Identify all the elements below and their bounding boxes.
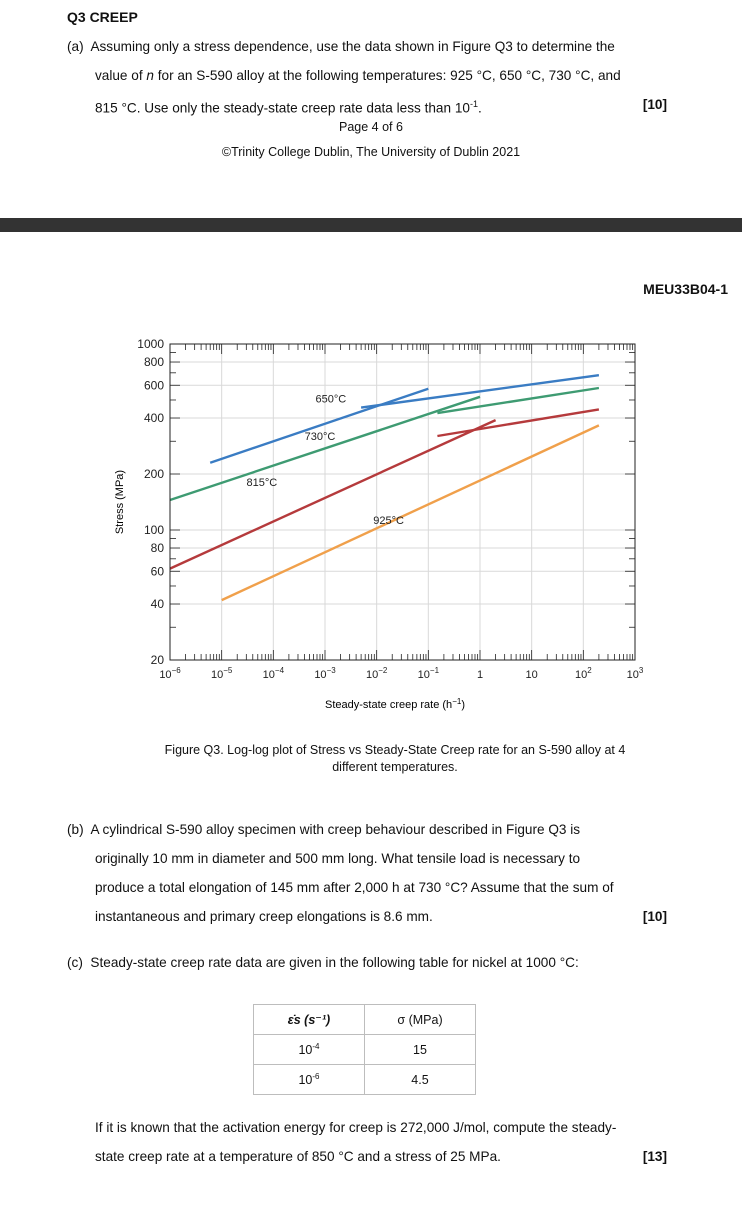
part-c-text-1: Steady-state creep rate data are given in the following table for nickel at 1000 °C: bbox=[90, 955, 579, 970]
part-b-line-4 bbox=[67, 902, 667, 931]
part-c-after-2 bbox=[95, 1142, 667, 1171]
part-a-text-3-sup: -1 bbox=[469, 99, 478, 109]
part-a-marks: [10] bbox=[642, 97, 667, 112]
course-code: MEU33B04-1 bbox=[643, 281, 728, 297]
chart-series bbox=[170, 375, 599, 600]
part-a-line-2 bbox=[67, 61, 667, 90]
plot-frame bbox=[170, 344, 635, 660]
figure-caption bbox=[140, 742, 650, 776]
y-tick-label: 60 bbox=[150, 564, 164, 579]
table-row bbox=[254, 1065, 476, 1095]
y-tick-label: 100 bbox=[143, 522, 164, 537]
y-tick-label: 600 bbox=[143, 378, 164, 393]
x-tick-label: $10^{-2}$ bbox=[365, 666, 388, 681]
table-row bbox=[254, 1035, 476, 1065]
x-tick-labels bbox=[159, 666, 644, 681]
question-title: Q3 CREEP bbox=[67, 9, 138, 25]
x-tick-label: $10^2$ bbox=[574, 666, 592, 681]
series-line-730 bbox=[437, 388, 599, 413]
rate-base: 10 bbox=[298, 1073, 313, 1088]
series-line-925 bbox=[222, 425, 599, 600]
series-label: 650°C bbox=[315, 393, 347, 406]
y-tick-label: 1000 bbox=[137, 337, 164, 351]
part-a-var-n: n bbox=[146, 68, 154, 83]
series-label: 925°C bbox=[373, 514, 404, 527]
y-tick-label: 80 bbox=[150, 541, 164, 556]
table-header-row bbox=[254, 1005, 476, 1035]
part-c-line-1 bbox=[67, 948, 667, 977]
y-tick-label: 40 bbox=[150, 597, 164, 612]
part-a-text-3a: 815 °C. Use only the steady-state creep rate data less than 10 bbox=[95, 100, 470, 116]
x-tick-label: 1 bbox=[476, 669, 484, 681]
part-a-line-1 bbox=[67, 32, 667, 61]
part-a-text-2b: for an S-590 alloy at the following temperatures: 925 °C, 650 °C, 730 °C, and bbox=[153, 68, 621, 83]
y-tick-label: 800 bbox=[143, 355, 164, 370]
y-tick-labels bbox=[137, 337, 164, 667]
part-b-line-2: originally 10 mm in diameter and 500 mm long. What tensile load is necessary to bbox=[95, 851, 581, 866]
part-a-text-1: Assuming only a stress dependence, use the data shown in Figure Q3 to determine the bbox=[90, 39, 615, 54]
part-c-marks: [13] bbox=[642, 1149, 667, 1164]
caption-line-2: different temperatures. bbox=[332, 760, 458, 774]
series-label: 730°C bbox=[304, 430, 336, 443]
part-b bbox=[67, 815, 667, 931]
y-tick-label: 200 bbox=[143, 467, 164, 482]
chart-grid bbox=[170, 344, 635, 660]
header-stress: σ (MPa) bbox=[365, 1005, 476, 1035]
part-c-continued bbox=[95, 1113, 667, 1171]
x-tick-label: $10^{-3}$ bbox=[314, 666, 336, 681]
cell-stress: 15 bbox=[365, 1035, 476, 1065]
part-b-line-3: produce a total elongation of 145 mm after 2,000 h at 730 °C? Assume that the sum of bbox=[95, 880, 614, 895]
part-a bbox=[67, 32, 667, 119]
header-creep-rate: ε̇s (s⁻¹) bbox=[254, 1005, 365, 1035]
x-tick-label: $10^{-5}$ bbox=[210, 666, 233, 681]
part-c-after-2-text: state creep rate at a temperature of 850 °C and a stress of 25 MPa. bbox=[95, 1149, 501, 1164]
part-c bbox=[67, 948, 667, 977]
part-a-text-3b: . bbox=[477, 100, 482, 116]
page-separator bbox=[0, 218, 742, 232]
page-number: Page 4 of 6 bbox=[339, 120, 403, 134]
part-b-text-1: A cylindrical S-590 alloy specimen with creep behaviour described in Figure Q3 is bbox=[90, 822, 581, 837]
y-axis-label: Stress (MPa) bbox=[114, 469, 126, 535]
series-label: 815°C bbox=[246, 477, 278, 490]
part-a-text-2a: value of bbox=[95, 68, 147, 83]
part-b-label: (b) bbox=[67, 822, 84, 837]
cell-rate bbox=[254, 1035, 365, 1065]
creep-chart bbox=[0, 320, 742, 720]
cell-rate bbox=[254, 1065, 365, 1095]
caption-line-1: Figure Q3. Log-log plot of Stress vs Steady-State Creep rate for an S-590 alloy at 4 bbox=[164, 743, 626, 757]
rate-base: 10 bbox=[298, 1043, 313, 1058]
nickel-creep-table bbox=[253, 1004, 476, 1095]
cell-stress: 4.5 bbox=[365, 1065, 476, 1095]
part-c-after-1: If it is known that the activation energy for creep is 272,000 J/mol, compute the steady- bbox=[95, 1120, 617, 1135]
x-tick-label: 10 bbox=[525, 669, 538, 681]
x-tick-label: $10^{-4}$ bbox=[262, 666, 285, 681]
y-tick-label: 400 bbox=[143, 411, 164, 426]
part-a-line-3 bbox=[67, 90, 667, 119]
x-tick-label: $10^{-1}$ bbox=[417, 666, 440, 681]
copyright: ©Trinity College Dublin, The University of Dublin 2021 bbox=[221, 145, 521, 159]
part-b-line-1 bbox=[67, 815, 667, 844]
x-axis-label: Steady-state creep rate $(h^{-1})$ bbox=[325, 697, 465, 711]
series-line-815 bbox=[437, 409, 599, 436]
x-tick-label: $10^{-6}$ bbox=[159, 666, 181, 681]
rate-exp: -6 bbox=[312, 1071, 320, 1081]
part-a-label: (a) bbox=[67, 39, 84, 54]
minor-ticks bbox=[170, 344, 635, 660]
part-b-marks: [10] bbox=[642, 909, 667, 924]
y-tick-label: 20 bbox=[150, 653, 164, 667]
part-b-text-4: instantaneous and primary creep elongations is 8.6 mm. bbox=[95, 909, 433, 924]
part-c-label: (c) bbox=[67, 955, 83, 970]
x-tick-label: $10^3$ bbox=[626, 666, 644, 681]
rate-exp: -4 bbox=[312, 1041, 320, 1051]
